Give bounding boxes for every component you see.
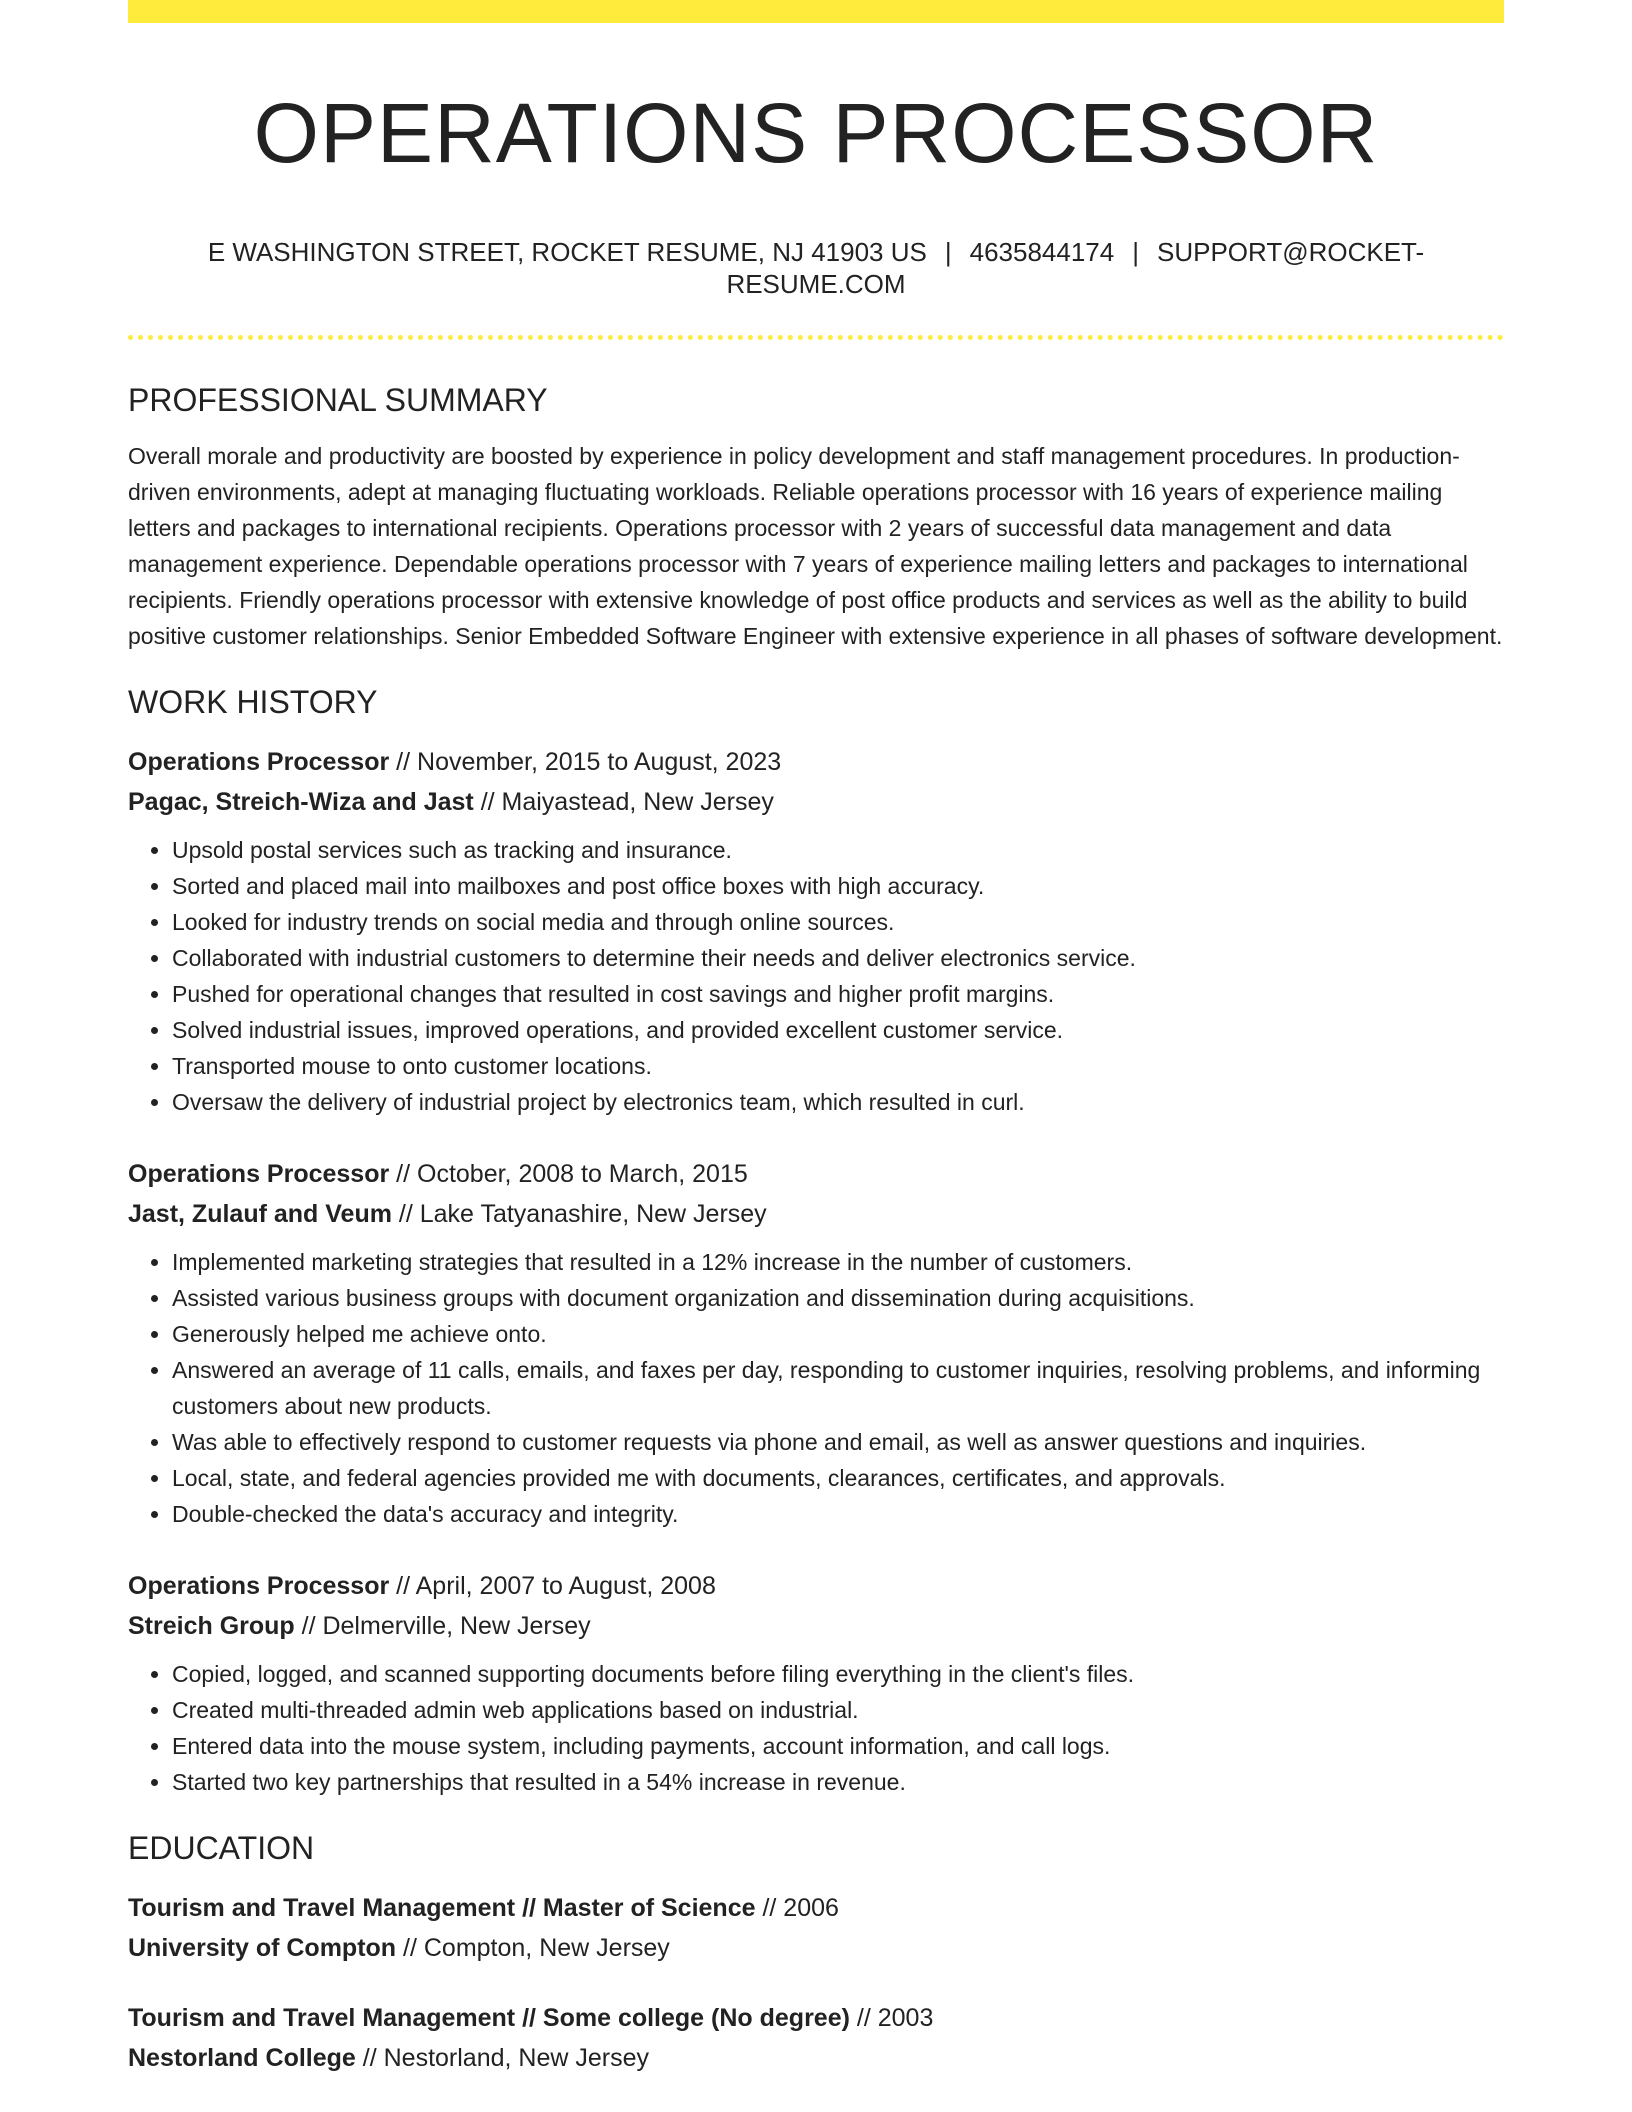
- education-heading: EDUCATION: [128, 1830, 315, 1866]
- job-bullet: • Assisted various business groups with document organization and dissemination during acquisitions.: [172, 1280, 1504, 1316]
- job-bullet: • Looked for industry trends on social media and through online sources.: [172, 904, 1504, 940]
- resume-name: OPERATIONS PROCESSOR: [253, 86, 1379, 180]
- education-degree-line: [128, 1888, 1504, 1928]
- job-company: Streich Group: [128, 1612, 295, 1640]
- contact-phone: 4635844174: [969, 237, 1115, 267]
- job-bullet: • Generously helped me achieve onto.: [172, 1316, 1504, 1352]
- education-entry: [128, 1998, 1504, 2078]
- job-dates: // April, 2007 to August, 2008: [396, 1572, 716, 1600]
- education-degree-line: [128, 1998, 1504, 2038]
- education-year: // 2003: [856, 2004, 934, 2032]
- job-role: Operations Processor: [128, 1160, 390, 1188]
- contact-separator: |: [1132, 237, 1139, 267]
- education-school: University of Compton: [128, 1934, 397, 1962]
- job-dates: // October, 2008 to March, 2015: [396, 1160, 748, 1188]
- job-title-line: [128, 1566, 1504, 1606]
- job-entry: [128, 742, 1504, 1120]
- job-bullet: • Transported mouse to onto customer locations.: [172, 1048, 1504, 1084]
- job-company-line: [128, 1606, 1504, 1646]
- job-bullet: • Local, state, and federal agencies provided me with documents, clearances, certificates, and approvals.: [172, 1460, 1504, 1496]
- job-company: Pagac, Streich-Wiza and Jast: [128, 788, 474, 816]
- job-company: Jast, Zulauf and Veum: [128, 1200, 392, 1228]
- job-bullet: • Double-checked the data's accuracy and integrity.: [172, 1496, 1504, 1532]
- job-bullet: • Copied, logged, and scanned supporting documents before filing everything in the client's files.: [172, 1656, 1504, 1692]
- education-degree: Tourism and Travel Management // Some college (No degree): [128, 2004, 850, 2032]
- resume-page: [128, 0, 1504, 2078]
- job-entry: [128, 1154, 1504, 1532]
- contact-line: [128, 236, 1504, 300]
- summary-heading: PROFESSIONAL SUMMARY: [128, 382, 548, 418]
- dotted-divider: [128, 335, 1504, 340]
- job-bullet: • Pushed for operational changes that resulted in cost savings and higher profit margins.: [172, 976, 1504, 1012]
- job-role: Operations Processor: [128, 748, 390, 776]
- education-location: // Compton, New Jersey: [403, 1934, 670, 1962]
- contact-separator: |: [944, 237, 952, 267]
- education-entry: [128, 1888, 1504, 1968]
- job-bullet: • Implemented marketing strategies that resulted in a 12% increase in the number of customers.: [172, 1244, 1504, 1280]
- contact-address: E WASHINGTON STREET, ROCKET RESUME, NJ 41903 US: [207, 237, 927, 267]
- job-bullet: • Was able to effectively respond to customer requests via phone and email, as well as answer questions and inquiries.: [172, 1424, 1504, 1460]
- education-school-line: [128, 1928, 1504, 1968]
- job-bullet: • Collaborated with industrial customers to determine their needs and deliver electronics service.: [172, 940, 1504, 976]
- job-bullet: • Oversaw the delivery of industrial project by electronics team, which resulted in curl.: [172, 1084, 1504, 1120]
- job-role: Operations Processor: [128, 1572, 390, 1600]
- work-history-list: [128, 742, 1504, 1800]
- job-title-line: [128, 1154, 1504, 1194]
- job-location: // Maiyastead, New Jersey: [480, 788, 774, 816]
- job-location: // Lake Tatyanashire, New Jersey: [398, 1200, 767, 1228]
- job-location: // Delmerville, New Jersey: [301, 1612, 591, 1640]
- job-entry: [128, 1566, 1504, 1800]
- job-bullet: • Created multi-threaded admin web applications based on industrial.: [172, 1692, 1504, 1728]
- education-degree: Tourism and Travel Management // Master of Science: [128, 1894, 756, 1922]
- education-school: Nestorland College: [128, 2044, 356, 2072]
- job-bullet: • Entered data into the mouse system, including payments, account information, and call logs.: [172, 1728, 1504, 1764]
- education-year: // 2006: [762, 1894, 839, 1922]
- job-company-line: [128, 782, 1504, 822]
- job-title-line: [128, 742, 1504, 782]
- job-bullets: [128, 1656, 1504, 1800]
- job-dates: // November, 2015 to August, 2023: [396, 748, 782, 776]
- job-bullets: [128, 1244, 1504, 1532]
- job-bullet: • Answered an average of 11 calls, emails, and faxes per day, responding to customer inquiries, resolving problems, and informing customers about new products.: [172, 1352, 1504, 1424]
- contact-email: SUPPORT@ROCKET-RESUME.COM: [726, 237, 1425, 299]
- job-bullets: [128, 832, 1504, 1120]
- job-bullet: • Sorted and placed mail into mailboxes and post office boxes with high accuracy.: [172, 868, 1504, 904]
- summary-text: Overall morale and productivity are boosted by experience in policy development and staff management procedures. In production-driven environments, adept at managing fluctuating workloads. Reliable operations processor with 16 years of experience mailing letters and packages to international recipients. Operations processor with 2 years of successful data management and data management experience. Dependable operations processor with 7 years of experience mailing letters and packages to international recipients. Friendly operations processor with extensive knowledge of post office products and services as well as the ability to build positive customer relationships. Senior Embedded Software Engineer with extensive experience in all phases of software development.: [128, 443, 1503, 649]
- job-bullet: • Started two key partnerships that resulted in a 54% increase in revenue.: [172, 1764, 1504, 1800]
- job-bullet: • Solved industrial issues, improved operations, and provided excellent customer service.: [172, 1012, 1504, 1048]
- job-company-line: [128, 1194, 1504, 1234]
- work-history-heading: WORK HISTORY: [128, 684, 378, 720]
- education-school-line: [128, 2038, 1504, 2078]
- accent-bar: [128, 0, 1504, 23]
- education-location: // Nestorland, New Jersey: [362, 2044, 649, 2072]
- job-bullet: • Upsold postal services such as tracking and insurance.: [172, 832, 1504, 868]
